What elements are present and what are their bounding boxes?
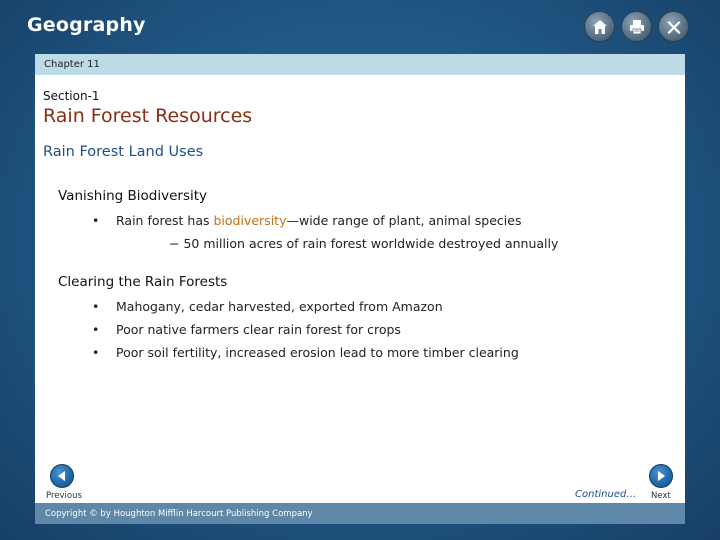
- heading-vanishing-biodiversity: Vanishing Biodiversity: [58, 188, 208, 204]
- print-button[interactable]: [621, 11, 652, 42]
- bullet-text: Mahogany, cedar harvested, exported from Amazon: [116, 299, 443, 314]
- bullet-text: Poor native farmers clear rain forest for crops: [116, 322, 401, 337]
- sub-list-item: − 50 million acres of rain forest worldwide destroyed annually: [169, 236, 559, 251]
- list-item: [92, 299, 443, 314]
- keyword-biodiversity: biodiversity: [213, 213, 287, 228]
- copyright: Copyright © by Houghton Mifflin Harcourt Publishing Company: [45, 508, 313, 519]
- list-item: [92, 345, 519, 360]
- slide-frame: [35, 54, 685, 524]
- bullet-text-part: Rain forest has: [116, 213, 214, 228]
- home-button[interactable]: [584, 11, 615, 42]
- printer-icon: [628, 18, 646, 36]
- chapter-bar: [35, 54, 685, 75]
- toolbar: [584, 11, 689, 42]
- bullet-text-part: —wide range of plant, animal species: [286, 213, 522, 228]
- bullet: •: [92, 322, 100, 337]
- previous-button[interactable]: [50, 464, 74, 488]
- arrow-left-icon: [56, 470, 68, 482]
- continued-label: Continued…: [575, 489, 637, 500]
- bullet-text: Poor soil fertility, increased erosion lead to more timber clearing: [116, 345, 519, 360]
- app-title: Geography: [27, 14, 146, 36]
- close-button[interactable]: [658, 11, 689, 42]
- list-item: [92, 213, 521, 228]
- bullet-text: [116, 213, 521, 228]
- bullet: •: [92, 299, 100, 314]
- slide-subtitle: Rain Forest Land Uses: [43, 144, 204, 160]
- list-item: [92, 322, 401, 337]
- heading-clearing-rain-forests: Clearing the Rain Forests: [58, 274, 228, 290]
- arrow-right-icon: [655, 470, 667, 482]
- home-icon: [591, 18, 609, 36]
- next-button[interactable]: [649, 464, 673, 488]
- section-title: Rain Forest Resources: [43, 105, 253, 127]
- section-label: Section-1: [43, 89, 100, 103]
- close-icon: [665, 18, 683, 36]
- bullet: •: [92, 345, 100, 360]
- chapter-label: Chapter 11: [44, 59, 100, 70]
- next-label[interactable]: Next: [651, 491, 671, 501]
- bullet: •: [92, 213, 100, 228]
- previous-label[interactable]: Previous: [46, 491, 82, 501]
- footer-bar: [35, 503, 685, 524]
